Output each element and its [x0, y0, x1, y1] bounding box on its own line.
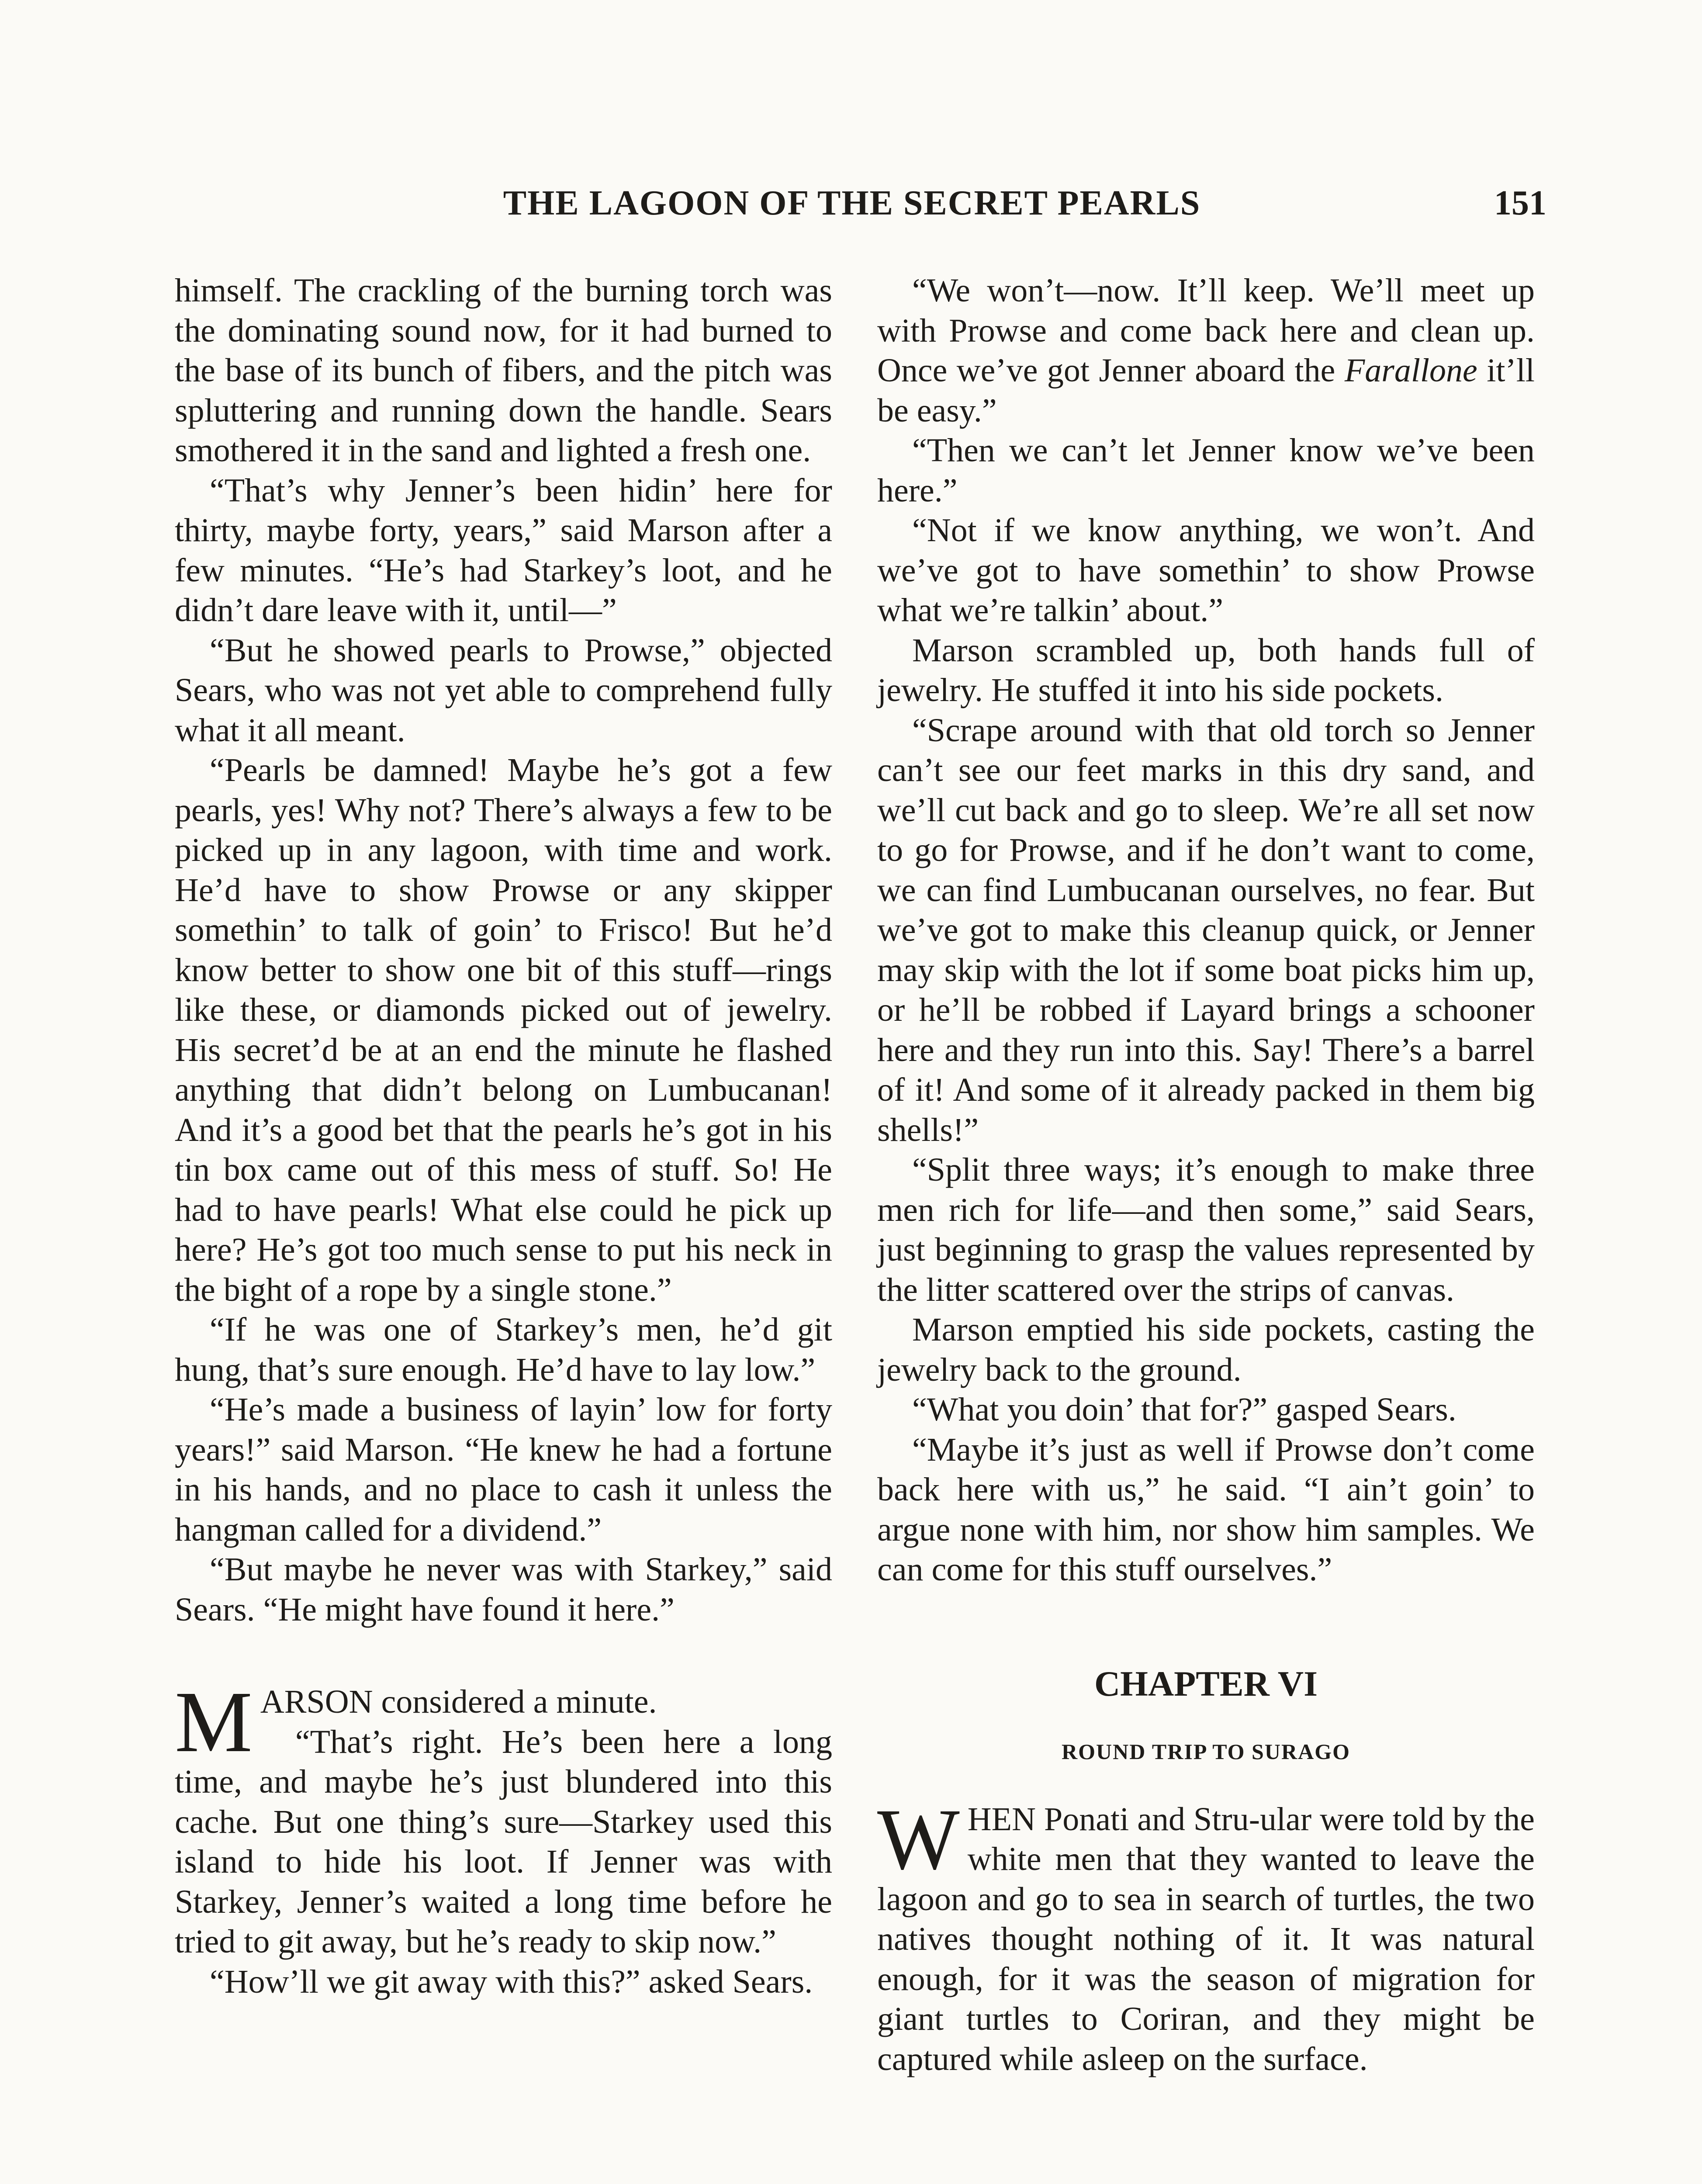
- paragraph-text: it’ll be easy.”: [877, 352, 1535, 429]
- paragraph: “What you doin’ that for?” gasped Sears.: [912, 1391, 1456, 1428]
- left-column: [175, 271, 832, 2002]
- paragraph: “He’s made a business of layin’ low for forty years!” said Marson. “He knew he had a fortune in his hands, and no place to cash it unless the hangman called for a dividend.”: [175, 1391, 832, 1548]
- right-column: [877, 271, 1535, 2079]
- paragraph: “If he was one of Starkey’s men, he’d git hung, that’s sure enough. He’d have to lay low.”: [175, 1311, 832, 1388]
- drop-cap: W: [877, 1791, 960, 1888]
- paragraph: “Then we can’t let Jenner know we’ve been here.”: [877, 432, 1535, 509]
- section-opening-paragraph: [175, 1674, 832, 1770]
- paragraph-text: ARSON considered a minute.: [260, 1683, 657, 1720]
- paragraph: “Maybe it’s just as well if Prowse don’t come back here with us,” he said. “I ain’t goin’ to argue none with him, nor show him samples. We can come for this stuff ourselves.”: [877, 1431, 1535, 1588]
- paragraph: “Not if we know anything, we won’t. And we’ve got to have somethin’ to show Prowse what we’re talkin’ about.”: [877, 512, 1535, 629]
- paragraph: “But he showed pearls to Prowse,” objected Sears, who was not yet able to comprehend fully what it all meant.: [175, 632, 832, 749]
- paragraph: Marson scrambled up, both hands full of jewelry. He stuffed it into his side pockets.: [877, 632, 1535, 708]
- paragraph: “How’ll we git away with this?” asked Sears.: [210, 1963, 813, 2000]
- paragraph: “That’s right. He’s been here a long time, and maybe he’s just blundered into this cache. But one thing’s sure—Starkey used this island to hide his loot. If Jenner was with Starkey, Jenner’s waited a long time before he tried to git away, but he’s ready to skip now.”: [175, 1723, 832, 1960]
- paragraph: [877, 271, 1535, 431]
- paragraph-text: “We won’t—now. It’ll keep. We’ll meet up with Prowse and come back here and clean up. Once we’ve got Jenner aboard the: [877, 272, 1535, 389]
- paragraph-text: HEN Ponati and Stru-ular were told by the white men that they wanted to leave the lagoon and go to sea in search of turtles, the two natives thought nothing of it. It was natural enough, for it was the season of migration for giant turtles to Coriran, and they might be captured while asleep on the surface.: [877, 1800, 1535, 2077]
- drop-cap: M: [175, 1674, 253, 1770]
- paragraph: “But maybe he never was with Starkey,” said Sears. “He might have found it here.”: [175, 1551, 832, 1628]
- paragraph: Marson emptied his side pockets, casting the jewelry back to the ground.: [877, 1311, 1535, 1388]
- chapter-subtitle: ROUND TRIP TO SURAGO: [1062, 1739, 1350, 1764]
- running-title: THE LAGOON OF THE SECRET PEARLS: [503, 184, 1201, 222]
- ship-name: Farallone: [1344, 352, 1477, 389]
- chapter-title: CHAPTER VI: [1094, 1663, 1318, 1704]
- paragraph: “Pearls be damned! Maybe he’s got a few pearls, yes! Why not? There’s always a few to be picked up in any lagoon, with time and work. He’d have to show Prowse or any skipper somethin’ to talk of goin’ to Frisco! But he’d know better to show one bit of this stuff—rings like these, or diamonds picked out of jewelry. His secret’d be at an end the minute he flashed anything that didn’t belong on Lumbucanan! And it’s a good bet that the pearls he’s got in his tin box came out of this mess of stuff. So! He had to have pearls! What else could he pick up here? He’s got too much sense to put his neck in the bight of a rope by a single stone.”: [175, 752, 832, 1308]
- running-head: [175, 177, 1546, 229]
- paragraph: himself. The crackling of the burning torch was the dominating sound now, for it had burned to the base of its bunch of fibers, and the pitch was spluttering and running down the handle. Sears smothered it in the sand and lighted a fresh one.: [175, 272, 832, 469]
- paragraph: “Split three ways; it’s enough to make three men rich for life—and then some,” said Sears, just beginning to grasp the values represented by the litter scattered over the strips of canvas.: [877, 1151, 1535, 1308]
- chapter-opening-paragraph: [877, 1791, 1535, 2080]
- paragraph: “That’s why Jenner’s been hidin’ here for thirty, maybe forty, years,” said Marson after a few minutes. “He’s had Starkey’s loot, and he didn’t dare leave with it, until—”: [175, 472, 832, 629]
- page-number: 151: [1494, 184, 1546, 222]
- paragraph: “Scrape around with that old torch so Jenner can’t see our feet marks in this dry sand, and we’ll cut back and go to sleep. We’re all set now to go for Prowse, and if he don’t want to come, we can find Lumbucanan ourselves, no fear. But we’ve got to make this cleanup quick, or Jenner may skip with the lot if some boat picks him up, or he’ll be robbed if Layard brings a schooner here and they run into this. Say! There’s a barrel of it! And some of it already packed in them big shells!”: [877, 712, 1535, 1148]
